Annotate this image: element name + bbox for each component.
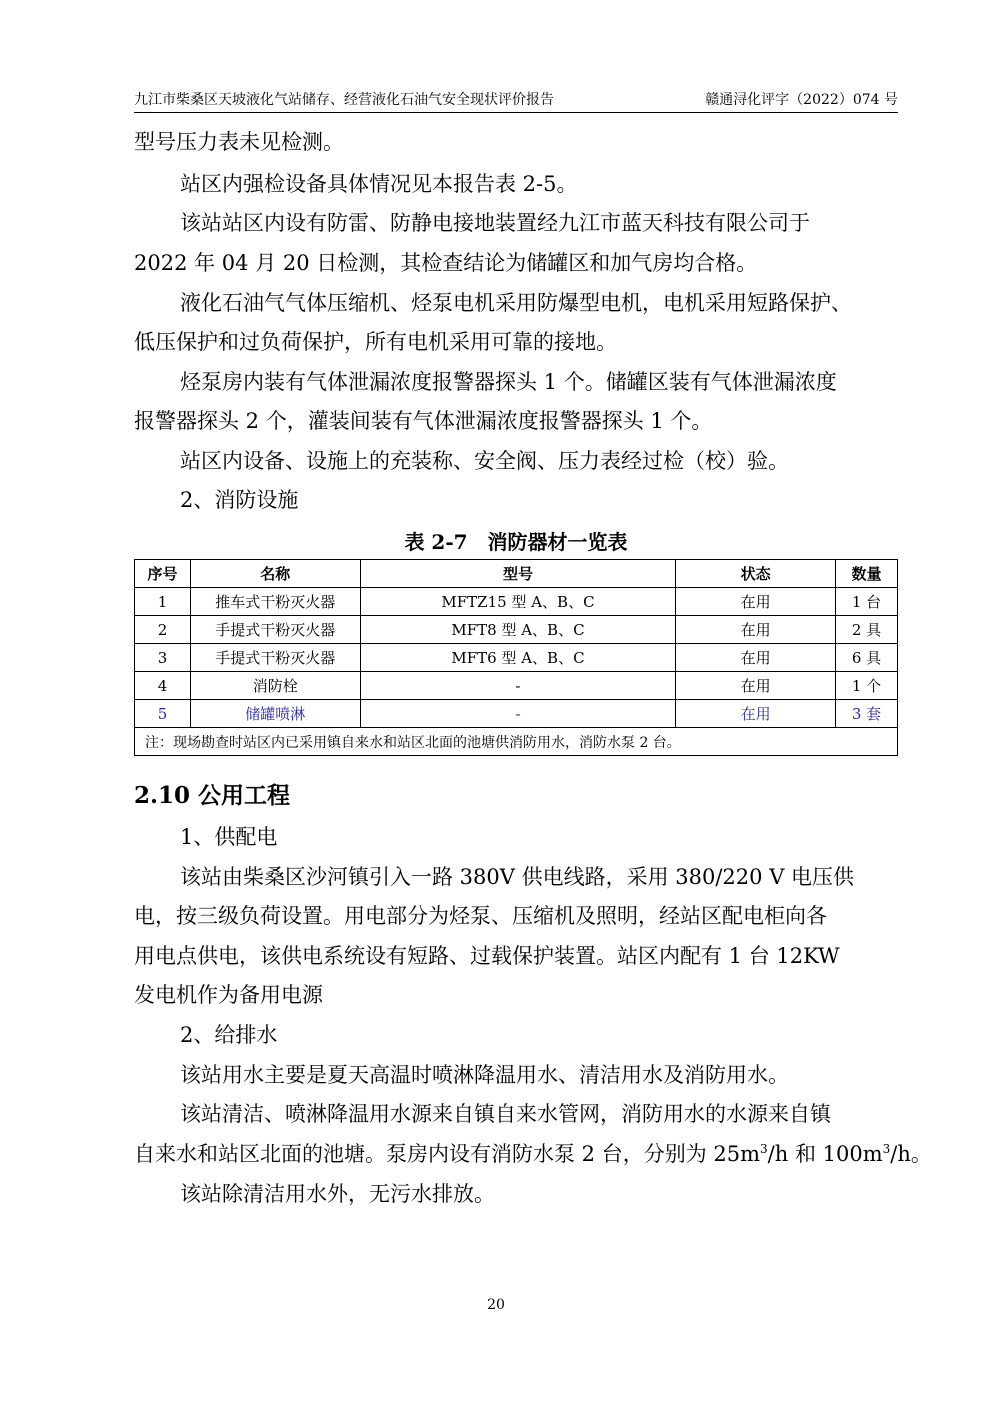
table-cell: 在用 [676,672,836,700]
paragraph-line: 该站用水主要是夏天高温时喷淋降温用水、清洁用水及消防用水。 [180,1063,789,1087]
paragraph-line: 站区内强检设备具体情况见本报告表 2-5。 [180,172,578,196]
paragraph-line: 型号压力表未见检测。 [134,130,344,154]
table-cell: 5 [135,700,191,728]
paragraph-line: 电，按三级负荷设置。用电部分为烃泵、压缩机及照明，经站区配电柜向各 [134,904,827,928]
table-cell: MFT8 型 A、B、C [360,616,676,644]
table-row [135,588,898,616]
header-cell: 型号 [360,560,676,588]
table-row [135,616,898,644]
table-cell: 2 [135,616,191,644]
subheading-fire-facilities: 2、消防设施 [180,488,299,512]
header-report-title: 九江市柴桑区天坡液化气站储存、经营液化石油气安全现状评价报告 [134,92,554,108]
fire-equipment-table [134,559,898,756]
paragraph-line: 该站除清洁用水外，无污水排放。 [180,1182,495,1206]
header-cell: 名称 [190,560,360,588]
table-cell: 手提式干粉灭火器 [190,644,360,672]
superscript: 3 [760,1142,768,1156]
table-cell: 在用 [676,616,836,644]
table-cell: 6 具 [836,644,898,672]
text-segment: /h 和 100m [767,1142,883,1166]
header-cell: 状态 [676,560,836,588]
table-cell: 2 具 [836,616,898,644]
table-cell: MFT6 型 A、B、C [360,644,676,672]
table-row [135,700,898,728]
section-title: 2.10 公用工程 [134,782,291,809]
table-cell: 4 [135,672,191,700]
text-segment: /h。 [890,1142,932,1166]
table-cell: 手提式干粉灭火器 [190,616,360,644]
superscript: 3 [882,1142,891,1156]
paragraph-line: 该站清洁、喷淋降温用水源来自镇自来水管网，消防用水的水源来自镇 [180,1102,831,1126]
table-cell: 在用 [676,700,836,728]
paragraph-line: 报警器探头 2 个，灌装间装有气体泄漏浓度报警器探头 1 个。 [134,409,713,433]
paragraph-line: 该站由柴桑区沙河镇引入一路 380V 供电线路，采用 380/220 V 电压供 [180,865,855,889]
table-cell: - [360,700,676,728]
table-cell: 推车式干粉灭火器 [190,588,360,616]
paragraph-line: 低压保护和过负荷保护，所有电机采用可靠的接地。 [134,330,617,354]
table-note: 注：现场勘查时站区内已采用镇自来水和站区北面的池塘供消防用水，消防水泵 2 台。 [135,728,898,756]
table-cell: 在用 [676,588,836,616]
table-title: 表 2-7 消防器材一览表 [404,530,628,554]
table-cell: 3 [135,644,191,672]
paragraph-line: 液化石油气气体压缩机、烃泵电机采用防爆型电机，电机采用短路保护、 [180,291,852,315]
header-cell: 数量 [836,560,898,588]
table-header-row [135,560,898,588]
header-report-number: 赣通浔化评字（2022）074 号 [705,92,898,108]
paragraph-line: 用电点供电，该供电系统设有短路、过载保护装置。站区内配有 1 台 12KW [134,944,840,968]
subheading-power: 1、供配电 [180,825,278,849]
paragraph-line: 2022 年 04 月 20 日检测，其检查结论为储罐区和加气房均合格。 [134,251,758,275]
text-segment: 自来水和站区北面的池塘。泵房内设有消防水泵 2 台，分别为 25m [134,1142,761,1166]
table-cell: MFTZ15 型 A、B、C [360,588,676,616]
paragraph-line: 该站站区内设有防雷、防静电接地装置经九江市蓝天科技有限公司于 [180,211,810,235]
table-note-row [135,728,898,756]
table-cell: 消防栓 [190,672,360,700]
header-cell: 序号 [135,560,191,588]
paragraph-line [134,1139,932,1169]
table-cell: 1 个 [836,672,898,700]
subheading-water: 2、给排水 [180,1023,278,1047]
paragraph-line: 发电机作为备用电源 [134,983,323,1007]
paragraph-line: 站区内设备、设施上的充装称、安全阀、压力表经过检（校）验。 [180,449,789,473]
paragraph-line: 烃泵房内装有气体泄漏浓度报警器探头 1 个。储罐区装有气体泄漏浓度 [180,370,837,394]
table-cell: 1 台 [836,588,898,616]
table-cell: 3 套 [836,700,898,728]
table-cell: - [360,672,676,700]
table-row [135,644,898,672]
table-cell: 储罐喷淋 [190,700,360,728]
table-cell: 1 [135,588,191,616]
table-cell: 在用 [676,644,836,672]
table-row [135,672,898,700]
page-number: 20 [487,1297,505,1313]
page-header [134,90,898,113]
